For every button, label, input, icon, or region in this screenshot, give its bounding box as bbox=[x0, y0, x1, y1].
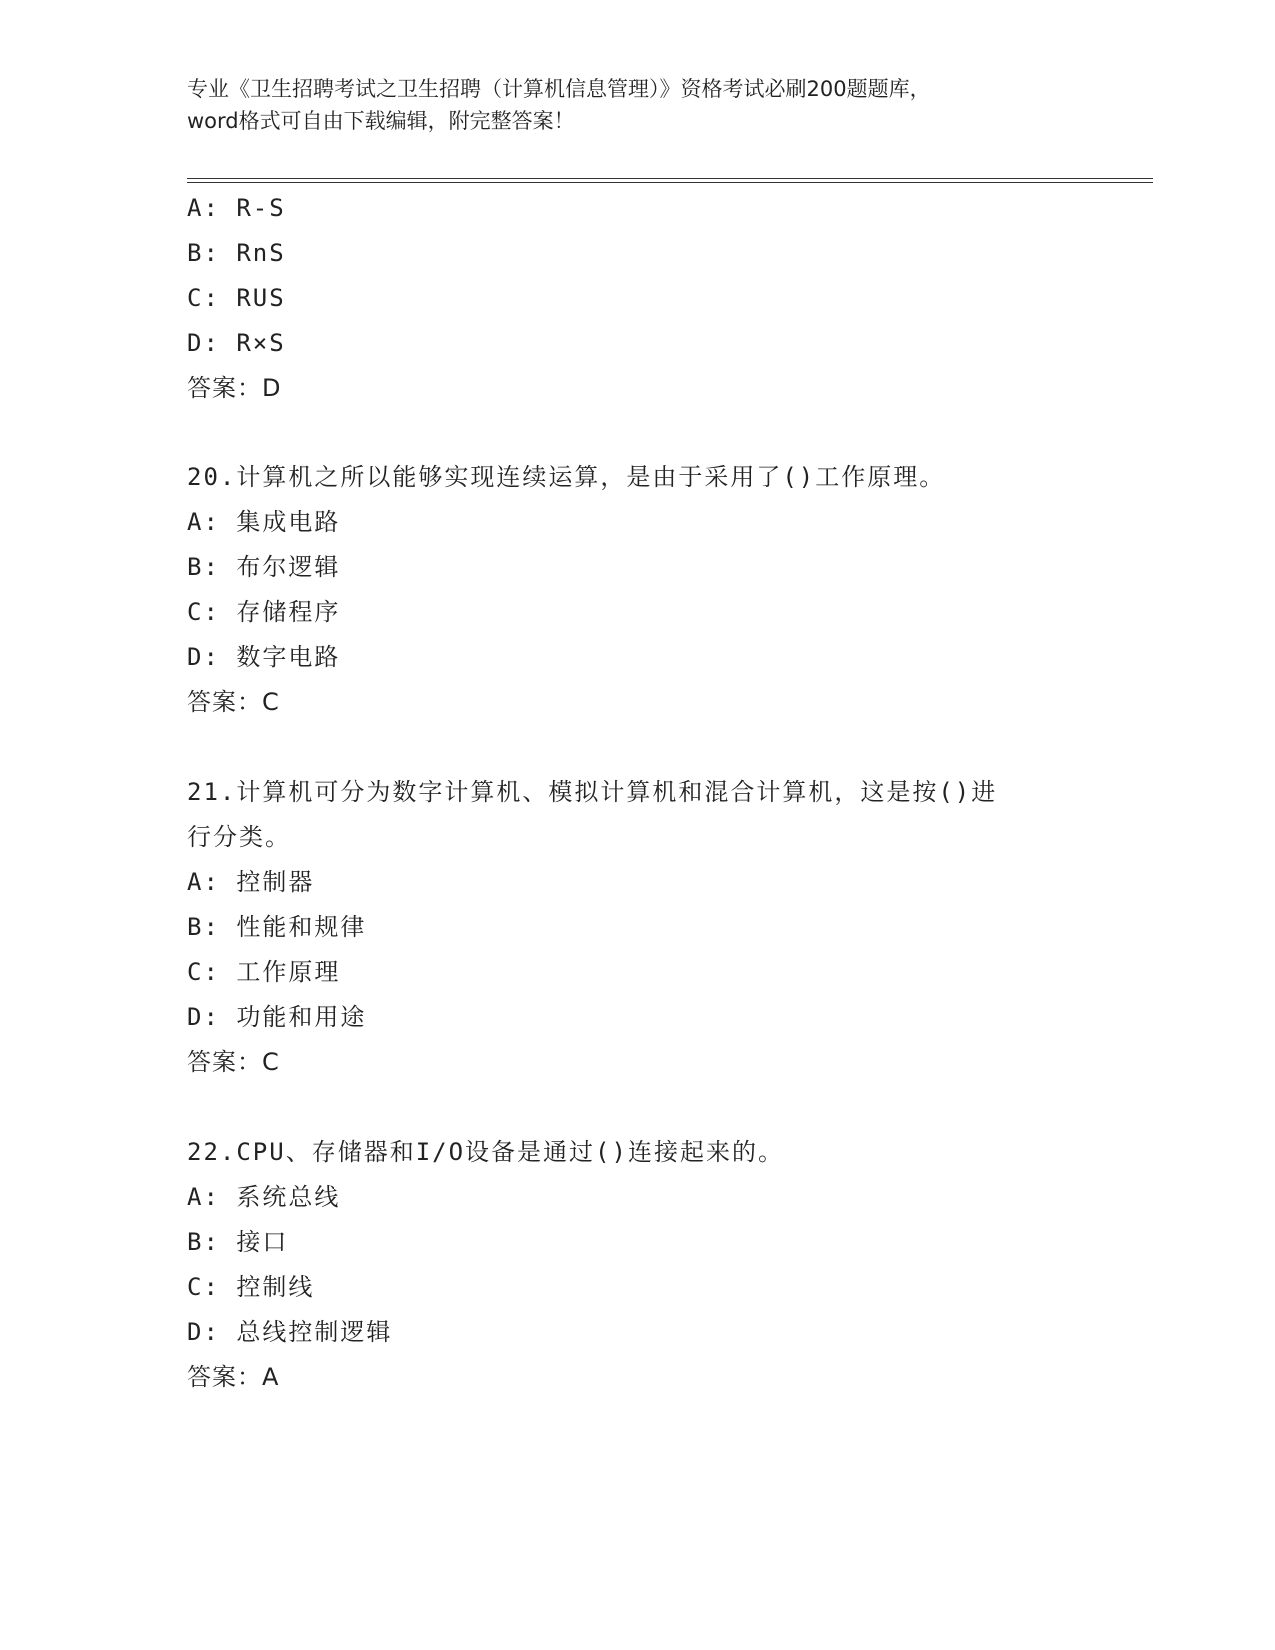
q19-option-d: D: R×S bbox=[187, 329, 286, 357]
q21-answer: 答案：C bbox=[187, 1048, 280, 1076]
q21-option-b: B: 性能和规律 bbox=[187, 913, 367, 941]
header-double-rule bbox=[187, 178, 1153, 183]
document-header bbox=[187, 73, 1087, 137]
q22-option-c: C: 控制线 bbox=[187, 1273, 315, 1301]
q20-option-d: D: 数字电路 bbox=[187, 643, 341, 671]
q22-option-b: B: 接口 bbox=[187, 1228, 289, 1256]
q19-answer: 答案：D bbox=[187, 374, 282, 402]
q20-option-a: A: 集成电路 bbox=[187, 508, 341, 536]
q20-option-b: B: 布尔逻辑 bbox=[187, 553, 341, 581]
q21-question-line-2: 行分类。 bbox=[187, 823, 291, 851]
q19-option-c: C: RUS bbox=[187, 284, 286, 312]
q19-option-a: A: R-S bbox=[187, 194, 286, 222]
header-title-line-1: 专业《卫生招聘考试之卫生招聘（计算机信息管理）》资格考试必刷200题题库， bbox=[187, 77, 931, 101]
q22-option-d: D: 总线控制逻辑 bbox=[187, 1318, 393, 1346]
q21-question-line-1: 21.计算机可分为数字计算机、模拟计算机和混合计算机，这是按()进 bbox=[187, 778, 998, 806]
q20-option-c: C: 存储程序 bbox=[187, 598, 341, 626]
q21-option-d: D: 功能和用途 bbox=[187, 1003, 367, 1031]
q21-option-c: C: 工作原理 bbox=[187, 958, 341, 986]
q19-option-b: B: RnS bbox=[187, 239, 286, 267]
q20-answer: 答案：C bbox=[187, 688, 280, 716]
header-title-line-2: word格式可自由下载编辑，附完整答案！ bbox=[187, 109, 575, 133]
q21-option-a: A: 控制器 bbox=[187, 868, 315, 896]
q22-option-a: A: 系统总线 bbox=[187, 1183, 341, 1211]
q22-question: 22.CPU、存储器和I/O设备是通过()连接起来的。 bbox=[187, 1138, 784, 1166]
q22-answer: 答案：A bbox=[187, 1363, 280, 1391]
q20-question: 20.计算机之所以能够实现连续运算，是由于采用了()工作原理。 bbox=[187, 463, 946, 491]
